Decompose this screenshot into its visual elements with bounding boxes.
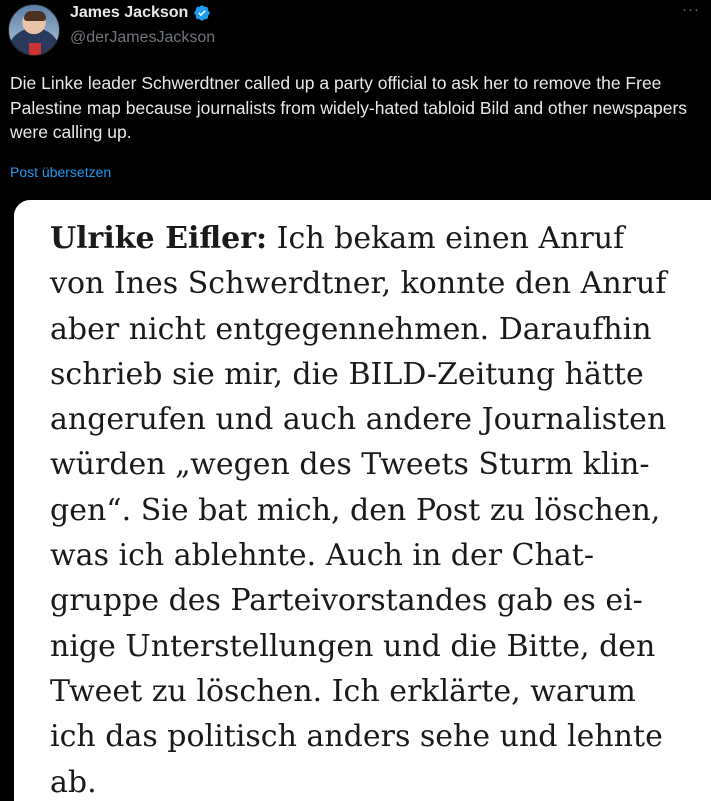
author-name-row <box>70 4 211 22</box>
tweet-header <box>8 0 703 60</box>
translate-post-link[interactable]: Post übersetzen <box>10 164 112 180</box>
author-name[interactable]: James Jackson <box>70 4 189 21</box>
quote-line: Tweet zu löschen. Ich erklärte, warum <box>50 673 636 709</box>
quote-line: schrieb sie mir, die BILD-Zeitung hätte <box>50 356 644 392</box>
quote-text <box>50 216 710 801</box>
quote-line: aber nicht entgegennehmen. Daraufhin <box>50 311 652 347</box>
avatar[interactable] <box>8 4 60 56</box>
quote-line: was ich ablehnte. Auch in der Chat- <box>50 538 594 574</box>
quote-line: ich das politisch anders sehe und lehnte <box>50 719 663 755</box>
author-handle[interactable]: @derJamesJackson <box>70 29 216 46</box>
avatar-hair <box>24 11 46 21</box>
quote-line: gen“. Sie bat mich, den Post zu löschen, <box>50 492 661 528</box>
verified-badge-icon[interactable] <box>193 4 211 22</box>
quote-line: würden „wegen des Tweets Sturm klin- <box>50 447 650 483</box>
quote-line: nige Unterstellungen und die Bitte, den <box>50 628 656 664</box>
quote-line: gruppe des Parteivorstandes gab es ei- <box>50 583 643 619</box>
quote-speaker: Ulrike Eifler: <box>50 221 268 256</box>
quote-line: Ulrike Eifler: Ich bekam einen Anruf <box>50 221 625 256</box>
more-options-icon[interactable]: ··· <box>682 1 700 18</box>
quote-line: von Ines Schwerdtner, konnte den Anruf <box>50 266 667 302</box>
tweet-text: Die Linke leader Schwerdtner called up a party official to ask her to remove the Free Palestine map because journalists from widely-hated tabloid Bild and other newspapers were calling up. <box>10 73 688 142</box>
quote-image[interactable] <box>14 200 711 801</box>
avatar-shirt <box>29 43 41 56</box>
quote-line: angerufen und auch andere Journalisten <box>50 402 667 438</box>
quote-line: ab. <box>50 764 97 800</box>
